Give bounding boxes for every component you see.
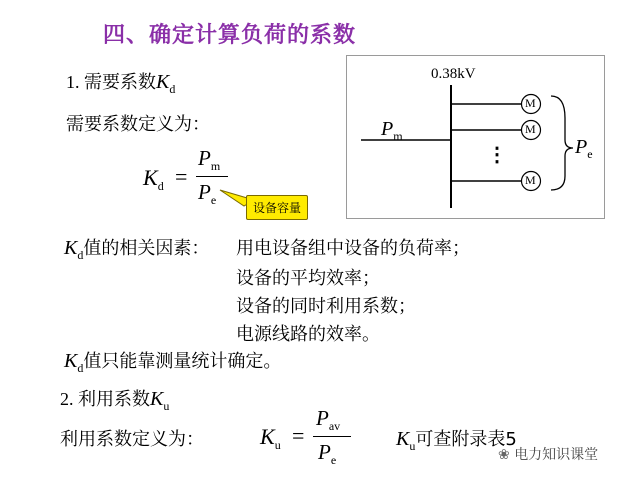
motor-1-label: M (525, 96, 536, 110)
ku-subscript: u (163, 399, 170, 413)
kd-symbol: K (156, 71, 170, 93)
kd-subscript: d (169, 82, 176, 96)
watermark (498, 444, 598, 464)
voltage-label: 0.38kV (431, 66, 476, 82)
diagram-pe-sub: e (587, 147, 593, 161)
formula-ku-den: P (318, 440, 331, 464)
distribution-diagram (346, 55, 605, 219)
slide-title: 四、确定计算负荷的系数 (103, 23, 357, 48)
formula-ku-den-sub: e (330, 453, 337, 467)
section2-definition-label: 利用系数定义为： (60, 429, 204, 450)
diagram-pe: P (575, 136, 588, 158)
statistics-note (64, 347, 281, 373)
formula-ku-lhs: K (260, 424, 275, 449)
section2-heading (60, 385, 169, 411)
lookup-k-sub: u (409, 439, 416, 453)
formula-kd-fraction-bar (196, 176, 228, 177)
section1-prefix: 1. 需要系数 (66, 72, 156, 92)
formula-kd-num-sub: m (210, 159, 221, 173)
motor-3-label: M (525, 173, 536, 187)
stat-k-symbol: K (64, 350, 78, 372)
ku-symbol: K (150, 388, 164, 410)
section2-prefix: 2. 利用系数 (60, 389, 150, 409)
section1-definition-label: 需要系数定义为： (66, 114, 210, 135)
formula-kd-den: P (198, 180, 211, 204)
formula-kd-den-sub: e (210, 193, 217, 207)
formula-kd-lhs: K (143, 165, 158, 190)
motor-2-label: M (525, 122, 536, 136)
watermark-text: 电力知识课堂 (514, 447, 599, 463)
lookup-text: 可查附录表5 (415, 429, 517, 450)
formula-kd-lhs-sub: d (157, 179, 164, 193)
factors-lead-text: 值的相关因素： (83, 238, 210, 259)
lookup-k-symbol: K (396, 428, 410, 450)
formula-kd-num: P (198, 146, 211, 170)
section1-heading (66, 68, 175, 94)
factor-item: 设备的平均效率； (236, 268, 380, 289)
diagram-pm-sub: m (393, 129, 403, 143)
diagram-ellipsis: ⋮ (487, 144, 507, 166)
formula-kd-equals: = (175, 164, 188, 189)
formula-ku-num-sub: av (328, 419, 341, 433)
formula-ku-lhs-sub: u (274, 438, 281, 452)
formula-ku-equals: = (292, 423, 305, 448)
factor-item: 用电设备组中设备的负荷率； (236, 238, 470, 259)
factor-item: 设备的同时利用系数； (236, 296, 416, 317)
callout-device-capacity: 设备容量 (246, 195, 308, 220)
wechat-icon: ❀ (498, 447, 510, 463)
stat-k-sub: d (77, 361, 84, 375)
factors-k-sub: d (77, 248, 84, 262)
stat-note-text: 值只能靠测量统计确定。 (83, 351, 282, 372)
diagram-pm: P (381, 118, 394, 140)
factors-k-symbol: K (64, 237, 78, 259)
formula-ku-fraction-bar (313, 436, 351, 437)
formula-ku-num: P (316, 406, 329, 430)
factor-item: 电源线路的效率。 (236, 324, 380, 345)
factors-lead (64, 234, 209, 260)
